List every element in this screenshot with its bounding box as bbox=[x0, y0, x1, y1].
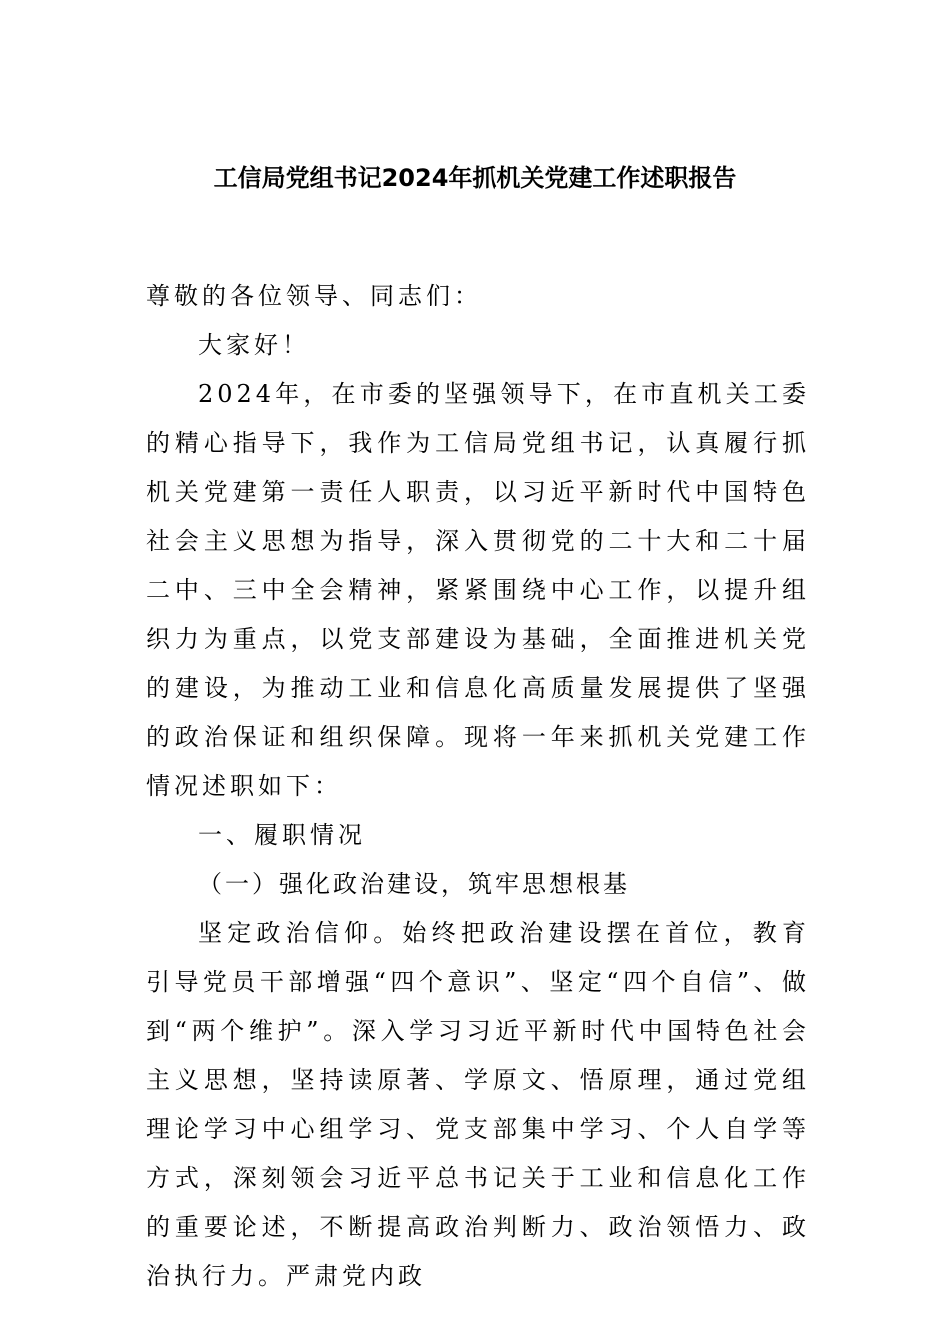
intro-paragraph: 2024年，在市委的坚强领导下，在市直机关工委的精心指导下，我作为工信局党组书记，认真履行抓机关党建第一责任人职责，以习近平新时代中国特色社会主义思想为指导，深入贯彻党的二十大和二十届二中、三中全会精神，紧紧围绕中心工作，以提升组织力为重点，以党支部建设为基础，全面推进机关党的建设，为推动工业和信息化高质量发展提供了坚强的政治保证和组织保障。现将一年来抓机关党建工作情况述职如下： bbox=[146, 380, 810, 800]
greeting: 大家好！ bbox=[198, 331, 310, 359]
subsection-heading-1: （一）强化政治建设，筑牢思想根基 bbox=[198, 870, 630, 898]
salutation: 尊敬的各位领导、同志们： bbox=[146, 282, 482, 310]
section-heading-1: 一、履职情况 bbox=[198, 821, 366, 849]
subsection-paragraph-1: 坚定政治信仰。始终把政治建设摆在首位，教育引导党员干部增强“四个意识”、坚定“四个自信”、做到“两个维护”。深入学习习近平新时代中国特色社会主义思想，坚持读原著、学原文、悟原理，通过党组理论学习中心组学习、党支部集中学习、个人自学等方式，深刻领会习近平总书记关于工业和信息化工作的重要论述，不断提高政治判断力、政治领悟力、政治执行力。严肃党内政 bbox=[146, 919, 810, 1290]
document-body bbox=[146, 272, 810, 1301]
document-title: 工信局党组书记2024年抓机关党建工作述职报告 bbox=[213, 164, 737, 192]
